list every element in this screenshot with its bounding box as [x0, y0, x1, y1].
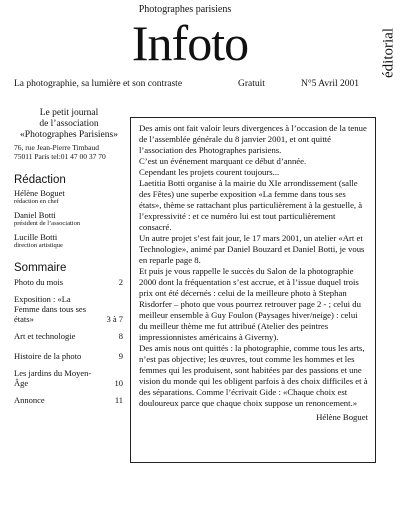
- staff-entry: [14, 211, 124, 227]
- rubric-label: éditorial: [380, 28, 397, 78]
- sidebar-intro-line: «Photographes Parisiens»: [20, 130, 118, 140]
- toc-page: 11: [114, 395, 123, 405]
- toc-entry: [14, 331, 124, 341]
- address-line: 76, rue Jean-Pierre Timbaud: [14, 143, 99, 152]
- sommaire-heading: Sommaire: [14, 262, 67, 274]
- article-paragraph: C’est un événement marquant ce début d’année.: [139, 156, 307, 166]
- address-line: 75011 Paris tel:01 47 00 37 70: [14, 152, 106, 161]
- toc-page: 3 à 7: [106, 314, 123, 324]
- toc-page: 9: [118, 351, 123, 361]
- toc-entry: [14, 294, 124, 324]
- toc-page: 10: [114, 378, 123, 388]
- editorial-article: [130, 117, 376, 463]
- toc-title: Photo du mois: [14, 277, 64, 287]
- toc-title: Art et technologie: [14, 331, 76, 341]
- staff-role: rédaction en chef: [14, 198, 59, 205]
- address: [14, 143, 124, 161]
- issue-label: N°5 Avril 2001: [301, 79, 359, 89]
- toc-page: 8: [118, 331, 123, 341]
- staff-name: Hélène Boguet: [14, 188, 65, 198]
- sidebar: [14, 108, 124, 412]
- toc-entry: [14, 395, 124, 405]
- article-paragraph: Des amis nous ont quittés : la photographie, comme tous les arts, n’est pas objective; les œuvres, tout comme les hommes et les femmes qui les produisent, sont habitées par des passions et une vision du monde qui les obligent parfois à des choix difficiles et à des séparations. Comme l’écrivait Gide : «Chaque choix est douloureux parce que chaque choix suppose un renoncement.»: [139, 343, 368, 408]
- redaction-heading: Rédaction: [14, 174, 66, 186]
- staff-entry: [14, 189, 124, 205]
- toc-entry: [14, 368, 124, 388]
- price-label: Gratuit: [238, 79, 265, 89]
- toc-title: Exposition : «La Femme dans tous ses états»: [14, 294, 87, 324]
- article-paragraph: Un autre projet s’est fait jour, le 17 mars 2001, un atelier «Art et Technologie», animé par Daniel Bouzard et Daniel Botti, je vous en reparle page 8.: [139, 233, 365, 265]
- staff-role: président de l’association: [14, 220, 81, 227]
- masthead-title: Infoto: [131, 15, 249, 71]
- staff-role: direction artistique: [14, 242, 63, 249]
- publication-supertitle: Photographes parisiens: [138, 4, 232, 15]
- article-paragraph: Laetitia Botti organise à la mairie du XIe arrondissement (salle des Fêtes) une superbe exposition «La femme dans tous ses états», thème se rattachant plus particulièrement à la gestuelle, à l’expressivité : et ce numéro lui est tout particulièrement consacré.: [139, 178, 363, 232]
- sidebar-intro-line: Le petit journal: [39, 108, 99, 118]
- toc-title: Les jardins du Moyen-Âge: [14, 368, 92, 388]
- staff-entry: [14, 233, 124, 249]
- article-paragraph: Cependant les projets courent toujours...: [139, 167, 280, 177]
- article-paragraph: Et puis je vous rappelle le succès du Salon de la photographie 2000 dont la fréquentation s’est accrue, et à l’issue duquel trois prix ont été décernés : celui de la meilleure photo à Stephan Risdorfer – photo que vous pourrez retrouver page 2 - ; celui du meilleur ensemble à Guy Foulon (Paysages hiver/neige) : celui du meilleur thème me fut attribué (Atelier des peintres impressionnistes américains à Giverny).: [139, 266, 361, 342]
- toc-entry: [14, 277, 124, 287]
- toc-title: Histoire de la photo: [14, 351, 82, 361]
- article-paragraph: Des amis ont fait valoir leurs divergences à l’occasion de la tenue de l’assemblée générale du 8 janvier 2001, et ont quitté l’association des Photographes parisiens.: [139, 123, 367, 155]
- tagline: La photographie, sa lumière et son contraste: [14, 79, 183, 89]
- staff-name: Lucille Botti: [14, 232, 58, 242]
- toc-entry: [14, 351, 124, 361]
- toc-title: Annonce: [14, 395, 45, 405]
- staff-name: Daniel Botti: [14, 210, 56, 220]
- toc-page: 2: [118, 277, 123, 287]
- sidebar-intro-line: de l’association: [39, 119, 99, 129]
- article-signature: Hélène Boguet: [316, 412, 368, 422]
- section-rubric: [382, 18, 396, 88]
